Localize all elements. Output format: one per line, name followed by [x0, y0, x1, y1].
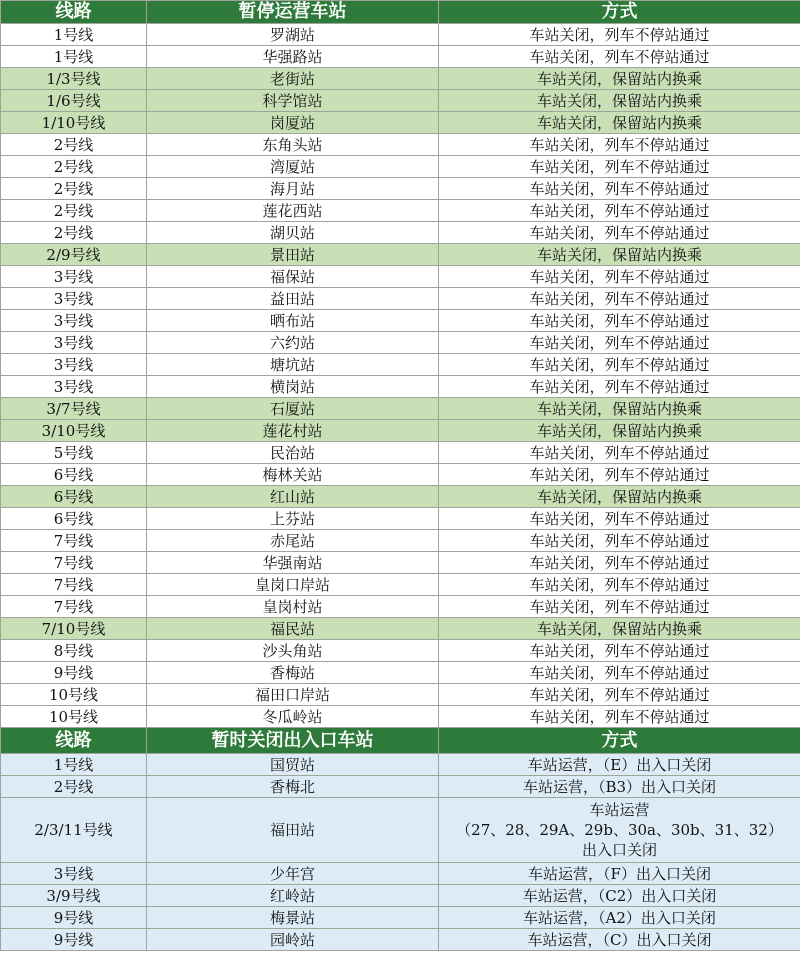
line-cell: 7号线: [1, 530, 147, 552]
station-cell: 香梅站: [147, 662, 439, 684]
mode-cell: 车站关闭，保留站内换乘: [439, 68, 800, 90]
station-cell: 上芬站: [147, 508, 439, 530]
suspended-station-row: [1, 420, 800, 442]
mode-cell: 车站关闭，列车不停站通过: [439, 46, 800, 68]
line-cell: 2/3/11号线: [1, 798, 147, 863]
line-cell: 7号线: [1, 552, 147, 574]
station-cell: 益田站: [147, 288, 439, 310]
mode-cell: 车站关闭，列车不停站通过: [439, 354, 800, 376]
suspended-station-row: [1, 530, 800, 552]
station-cell: 香梅北: [147, 776, 439, 798]
mode-cell: 车站关闭，列车不停站通过: [439, 596, 800, 618]
station-cell: 皇岗村站: [147, 596, 439, 618]
station-cell: 民治站: [147, 442, 439, 464]
station-cell: 华强路站: [147, 46, 439, 68]
line-cell: 10号线: [1, 684, 147, 706]
station-cell: 科学馆站: [147, 90, 439, 112]
line-cell: 6号线: [1, 464, 147, 486]
mode-cell: 车站关闭，保留站内换乘: [439, 90, 800, 112]
station-cell: 晒布站: [147, 310, 439, 332]
line-cell: 1/6号线: [1, 90, 147, 112]
line-cell: 2号线: [1, 156, 147, 178]
line-cell: 1号线: [1, 754, 147, 776]
suspended-station-row: [1, 398, 800, 420]
station-cell: 景田站: [147, 244, 439, 266]
station-cell: 国贸站: [147, 754, 439, 776]
mode-cell: 车站关闭，保留站内换乘: [439, 244, 800, 266]
suspended-station-row: [1, 618, 800, 640]
station-cell: 莲花村站: [147, 420, 439, 442]
line-cell: 3号线: [1, 376, 147, 398]
mode-line: 车站运营，（C）出入口关闭: [527, 930, 712, 949]
station-cell: 福保站: [147, 266, 439, 288]
station-cell: 罗湖站: [147, 24, 439, 46]
mode-cell: 车站关闭，列车不停站通过: [439, 464, 800, 486]
mode-line: 车站运营，（E）出入口关闭: [527, 755, 712, 774]
mode-cell: 车站关闭，列车不停站通过: [439, 266, 800, 288]
mode-cell: 车站关闭，列车不停站通过: [439, 640, 800, 662]
mode-cell: 车站关闭，保留站内换乘: [439, 398, 800, 420]
mode-cell: 车站关闭，列车不停站通过: [439, 508, 800, 530]
station-cell: 华强南站: [147, 552, 439, 574]
station-cell: 东角头站: [147, 134, 439, 156]
line-cell: 3号线: [1, 266, 147, 288]
mode-cell: 车站关闭，保留站内换乘: [439, 486, 800, 508]
line-cell: 5号线: [1, 442, 147, 464]
station-cell: 冬瓜岭站: [147, 706, 439, 728]
mode-cell: 车站关闭，列车不停站通过: [439, 574, 800, 596]
entrance-closure-row: [1, 885, 800, 907]
mode-cell: 车站关闭，列车不停站通过: [439, 200, 800, 222]
mode-cell: 车站关闭，列车不停站通过: [439, 376, 800, 398]
mode-cell: 车站关闭，保留站内换乘: [439, 420, 800, 442]
mode-cell: [439, 885, 800, 907]
line-cell: 7/10号线: [1, 618, 147, 640]
suspended-station-row: [1, 662, 800, 684]
line-cell: 1号线: [1, 24, 147, 46]
suspended-station-row: [1, 376, 800, 398]
line-cell: 2号线: [1, 178, 147, 200]
mode-cell: 车站关闭，列车不停站通过: [439, 662, 800, 684]
line-cell: 3号线: [1, 332, 147, 354]
mode-cell: 车站关闭，列车不停站通过: [439, 222, 800, 244]
line-cell: 9号线: [1, 929, 147, 951]
column-header-line: 线路: [1, 728, 147, 754]
suspended-station-row: [1, 244, 800, 266]
station-cell: 少年宫: [147, 863, 439, 885]
station-cell: 红山站: [147, 486, 439, 508]
station-cell: 园岭站: [147, 929, 439, 951]
column-header-line: 线路: [1, 1, 147, 24]
mode-cell: [439, 929, 800, 951]
entrance-closure-row: [1, 929, 800, 951]
suspended-station-row: [1, 508, 800, 530]
entrance-closure-row: [1, 776, 800, 798]
suspended-station-row: [1, 112, 800, 134]
station-cell: 赤尾站: [147, 530, 439, 552]
mode-line: 车站运营: [589, 801, 650, 819]
suspended-station-row: [1, 332, 800, 354]
station-cell: 湖贝站: [147, 222, 439, 244]
line-cell: 1/3号线: [1, 68, 147, 90]
station-cell: 海月站: [147, 178, 439, 200]
column-header-mode: 方式: [439, 1, 800, 24]
line-cell: 2号线: [1, 200, 147, 222]
line-cell: 10号线: [1, 706, 147, 728]
suspended-station-row: [1, 486, 800, 508]
mode-cell: 车站关闭，列车不停站通过: [439, 442, 800, 464]
line-cell: 8号线: [1, 640, 147, 662]
mode-cell: 车站关闭，列车不停站通过: [439, 530, 800, 552]
mode-line: （27、28、29A、29b、30a、30b、31、32）: [456, 821, 783, 839]
entrance-header-row: [1, 728, 800, 754]
mode-line: 出入口关闭: [581, 841, 657, 859]
entrance-closure-row: [1, 907, 800, 929]
suspended-station-row: [1, 178, 800, 200]
suspended-station-row: [1, 574, 800, 596]
line-cell: 2号线: [1, 776, 147, 798]
mode-cell: 车站关闭，列车不停站通过: [439, 332, 800, 354]
station-cell: 梅林关站: [147, 464, 439, 486]
suspended-station-row: [1, 200, 800, 222]
suspended-station-row: [1, 222, 800, 244]
station-cell: 岗厦站: [147, 112, 439, 134]
entrance-closure-row: [1, 798, 800, 863]
line-cell: 2号线: [1, 134, 147, 156]
suspended-station-row: [1, 354, 800, 376]
line-cell: 6号线: [1, 486, 147, 508]
mode-cell: [439, 754, 800, 776]
column-header-station: 暂时关闭出入口车站: [147, 728, 439, 754]
suspended-station-row: [1, 596, 800, 618]
line-cell: 3/7号线: [1, 398, 147, 420]
mode-cell: 车站关闭，列车不停站通过: [439, 552, 800, 574]
line-cell: 1/10号线: [1, 112, 147, 134]
line-cell: 1号线: [1, 46, 147, 68]
line-cell: 3号线: [1, 288, 147, 310]
mode-cell: [439, 863, 800, 885]
station-cell: 梅景站: [147, 907, 439, 929]
line-cell: 7号线: [1, 574, 147, 596]
station-cell: 六约站: [147, 332, 439, 354]
line-cell: 3号线: [1, 354, 147, 376]
suspended-station-row: [1, 288, 800, 310]
suspended-station-row: [1, 310, 800, 332]
mode-cell: 车站关闭，列车不停站通过: [439, 684, 800, 706]
mode-line: 车站运营，（C2）出入口关闭: [522, 886, 717, 905]
entrance-closure-row: [1, 754, 800, 776]
station-cell: 石厦站: [147, 398, 439, 420]
station-cell: 福田口岸站: [147, 684, 439, 706]
station-cell: 皇岗口岸站: [147, 574, 439, 596]
suspended-station-row: [1, 156, 800, 178]
suspended-station-row: [1, 464, 800, 486]
mode-line: 车站运营，（A2）出入口关闭: [523, 908, 716, 927]
line-cell: 9号线: [1, 662, 147, 684]
suspended-header-row: [1, 1, 800, 24]
mode-cell: 车站关闭，列车不停站通过: [439, 24, 800, 46]
suspended-station-row: [1, 46, 800, 68]
mode-cell: 车站关闭，列车不停站通过: [439, 178, 800, 200]
suspended-station-row: [1, 706, 800, 728]
station-cell: 莲花西站: [147, 200, 439, 222]
column-header-mode: 方式: [439, 728, 800, 754]
mode-cell: 车站关闭，保留站内换乘: [439, 618, 800, 640]
line-cell: 6号线: [1, 508, 147, 530]
station-cell: 塘坑站: [147, 354, 439, 376]
suspended-station-row: [1, 24, 800, 46]
line-cell: 2/9号线: [1, 244, 147, 266]
mode-cell: [439, 907, 800, 929]
line-cell: 9号线: [1, 907, 147, 929]
station-cell: 横岗站: [147, 376, 439, 398]
station-cell: 老街站: [147, 68, 439, 90]
entrance-closure-row: [1, 863, 800, 885]
line-cell: 7号线: [1, 596, 147, 618]
line-cell: 3/9号线: [1, 885, 147, 907]
mode-cell: 车站关闭，列车不停站通过: [439, 310, 800, 332]
suspended-station-row: [1, 90, 800, 112]
mode-line: 车站运营，（F）出入口关闭: [528, 864, 711, 883]
mode-cell: 车站关闭，列车不停站通过: [439, 706, 800, 728]
suspended-station-row: [1, 442, 800, 464]
station-cell: 湾厦站: [147, 156, 439, 178]
line-cell: 3号线: [1, 863, 147, 885]
mode-cell: [439, 798, 800, 863]
mode-cell: [439, 776, 800, 798]
line-cell: 2号线: [1, 222, 147, 244]
suspended-station-row: [1, 640, 800, 662]
station-cell: 福田站: [147, 798, 439, 863]
line-cell: 3号线: [1, 310, 147, 332]
suspended-station-row: [1, 134, 800, 156]
mode-cell: 车站关闭，保留站内换乘: [439, 112, 800, 134]
mode-cell: 车站关闭，列车不停站通过: [439, 288, 800, 310]
suspended-station-row: [1, 684, 800, 706]
line-cell: 3/10号线: [1, 420, 147, 442]
station-cell: 福民站: [147, 618, 439, 640]
column-header-station: 暂停运营车站: [147, 1, 439, 24]
suspended-station-row: [1, 266, 800, 288]
station-cell: 红岭站: [147, 885, 439, 907]
mode-cell: 车站关闭，列车不停站通过: [439, 156, 800, 178]
station-cell: 沙头角站: [147, 640, 439, 662]
mode-line: 车站运营，（B3）出入口关闭: [522, 777, 717, 796]
suspended-station-row: [1, 68, 800, 90]
mode-cell: 车站关闭，列车不停站通过: [439, 134, 800, 156]
suspended-station-row: [1, 552, 800, 574]
